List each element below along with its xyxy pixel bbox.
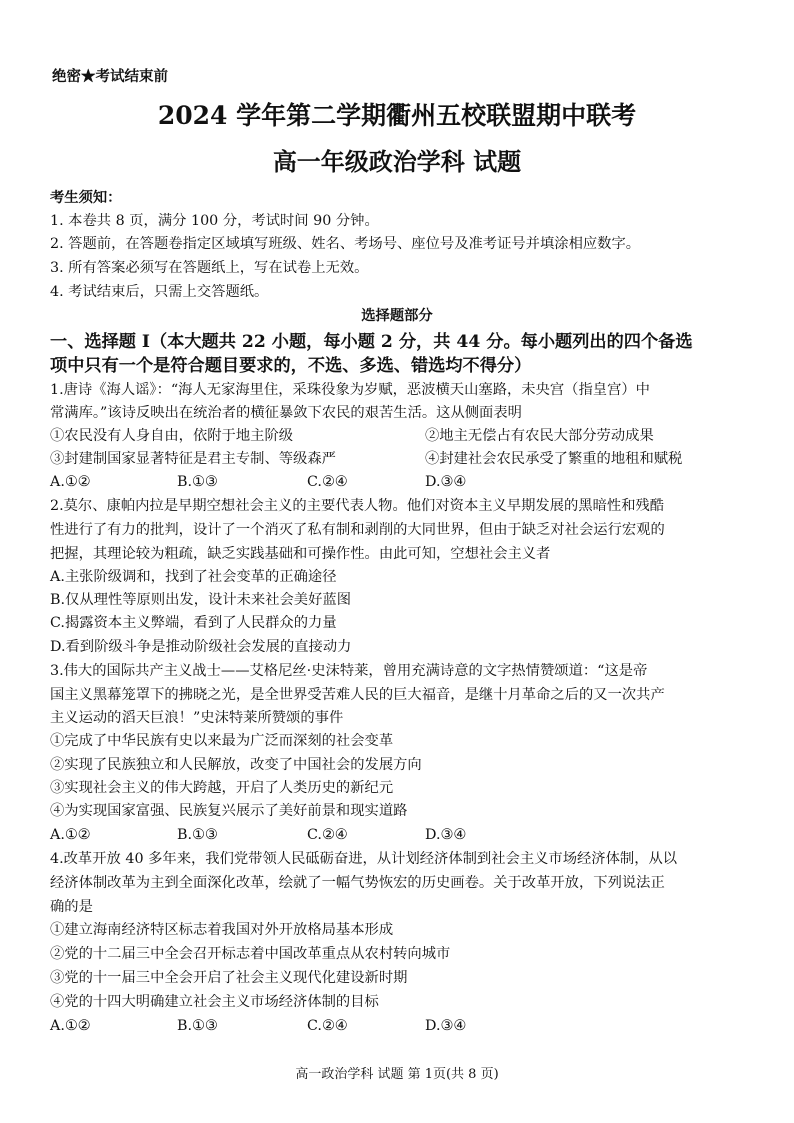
question-statement: ①农民没有人身自由，依附于地主阶级 bbox=[50, 428, 294, 444]
question-stem: 把握，其理论较为粗疏，缺乏实践基础和可操作性。由此可知，空想社会主义者 bbox=[50, 546, 551, 562]
page-footer: 高一政治学科 试题 第 1页(共 8 页) bbox=[295, 1067, 499, 1082]
answer-option-d: D.看到阶级斗争是推动阶级社会发展的直接动力 bbox=[50, 639, 352, 655]
question-statement: ③封建制国家显著特征是君主专制、等级森严 bbox=[50, 451, 336, 467]
part-title: 选择题部分 bbox=[361, 308, 433, 324]
answer-option-c: C.②④ bbox=[307, 474, 348, 490]
question-stem: 性进行了有力的批判，设计了一个消灭了私有制和剥削的大同世界，但由于缺乏对社会运行宏观的 bbox=[50, 522, 665, 538]
question-statement: ③党的十一届三中全会开启了社会主义现代化建设新时期 bbox=[50, 970, 408, 986]
question-stem: 3.伟大的国际共产主义战士——艾格尼丝·史沫特莱，曾用充满诗意的文字热情赞颂道：“这是帝 bbox=[50, 663, 648, 679]
exam-title: 2024 学年第二学期衢州五校联盟期中联考 bbox=[157, 101, 637, 130]
question-statement: ①建立海南经济特区标志着我国对外开放格局基本形成 bbox=[50, 922, 394, 938]
answer-option-d: D.③④ bbox=[425, 1018, 467, 1034]
question-statement: ④为实现国家富强、民族复兴展示了美好前景和现实道路 bbox=[50, 803, 408, 819]
answer-option-a: A.①② bbox=[50, 474, 91, 490]
answer-option-b: B.①③ bbox=[177, 1018, 218, 1034]
question-stem: 主义运动的滔天巨浪！”史沫特莱所赞颂的事件 bbox=[50, 710, 344, 726]
question-stem: 2.莫尔、康帕内拉是早期空想社会主义的主要代表人物。他们对资本主义早期发展的黑暗性和残酷 bbox=[50, 498, 665, 514]
question-stem: 1.唐诗《海人谣》：“海人无家海里住，采珠役象为岁赋，恶波横天山塞路，未央宫（指皇宫）中 bbox=[50, 382, 650, 398]
notice-item: 3. 所有答案必须写在答题纸上，写在试卷上无效。 bbox=[50, 260, 369, 276]
notice-item: 1. 本卷共 8 页，满分 100 分，考试时间 90 分钟。 bbox=[50, 213, 379, 229]
question-stem: 国主义黑幕笼罩下的拂晓之光，是全世界受苦难人民的巨大福音，是继十月革命之后的又一次共产 bbox=[50, 687, 665, 703]
confidential-label: 绝密★考试结束前 bbox=[52, 68, 168, 85]
answer-option-a: A.主张阶级调和，找到了社会变革的正确途径 bbox=[50, 569, 337, 585]
question-stem: 确的是 bbox=[50, 899, 93, 915]
answer-option-d: D.③④ bbox=[425, 474, 467, 490]
question-stem: 常满库。”该诗反映出在统治者的横征暴敛下农民的艰苦生活。这从侧面表明 bbox=[50, 405, 522, 421]
answer-option-b: B.①③ bbox=[177, 827, 218, 843]
answer-option-b: B.仅从理性等原则出发，设计未来社会美好蓝图 bbox=[50, 592, 351, 608]
answer-option-d: D.③④ bbox=[425, 827, 467, 843]
section-heading: 项中只有一个是符合题目要求的，不选、多选、错选均不得分） bbox=[50, 356, 532, 376]
answer-option-a: A.①② bbox=[50, 1018, 91, 1034]
question-statement: ④党的十四大明确建立社会主义市场经济体制的目标 bbox=[50, 994, 379, 1010]
answer-option-c: C.揭露资本主义弊端，看到了人民群众的力量 bbox=[50, 615, 337, 631]
section-heading: 一、选择题 Ⅰ（本大题共 22 小题，每小题 2 分，共 44 分。每小题列出的四个备选 bbox=[50, 332, 693, 352]
question-statement: ③实现社会主义的伟大跨越，开启了人类历史的新纪元 bbox=[50, 780, 394, 796]
exam-subtitle: 高一年级政治学科 试题 bbox=[272, 147, 522, 176]
question-stem: 经济体制改革为主到全面深化改革，绘就了一幅气势恢宏的历史画卷。关于改革开放，下列说法正 bbox=[50, 875, 665, 891]
answer-option-c: C.②④ bbox=[307, 1018, 348, 1034]
answer-option-a: A.①② bbox=[50, 827, 91, 843]
question-stem: 4.改革开放 40 多年来，我们党带领人民砥砺奋进，从计划经济体制到社会主义市场经济体制，从以 bbox=[50, 851, 678, 867]
question-statement: ②实现了民族独立和人民解放，改变了中国社会的发展方向 bbox=[50, 757, 422, 773]
notice-heading: 考生须知： bbox=[50, 190, 122, 206]
notice-item: 2. 答题前，在答题卷指定区域填写班级、姓名、考场号、座位号及准考证号并填涂相应数字。 bbox=[50, 236, 641, 252]
question-statement: ①完成了中华民族有史以来最为广泛而深刻的社会变革 bbox=[50, 733, 394, 749]
question-statement: ②地主无偿占有农民大部分劳动成果 bbox=[425, 428, 654, 444]
notice-item: 4. 考试结束后，只需上交答题纸。 bbox=[50, 284, 269, 300]
answer-option-c: C.②④ bbox=[307, 827, 348, 843]
question-statement: ②党的十二届三中全会召开标志着中国改革重点从农村转向城市 bbox=[50, 946, 451, 962]
question-statement: ④封建社会农民承受了繁重的地租和赋税 bbox=[425, 451, 683, 467]
answer-option-b: B.①③ bbox=[177, 474, 218, 490]
